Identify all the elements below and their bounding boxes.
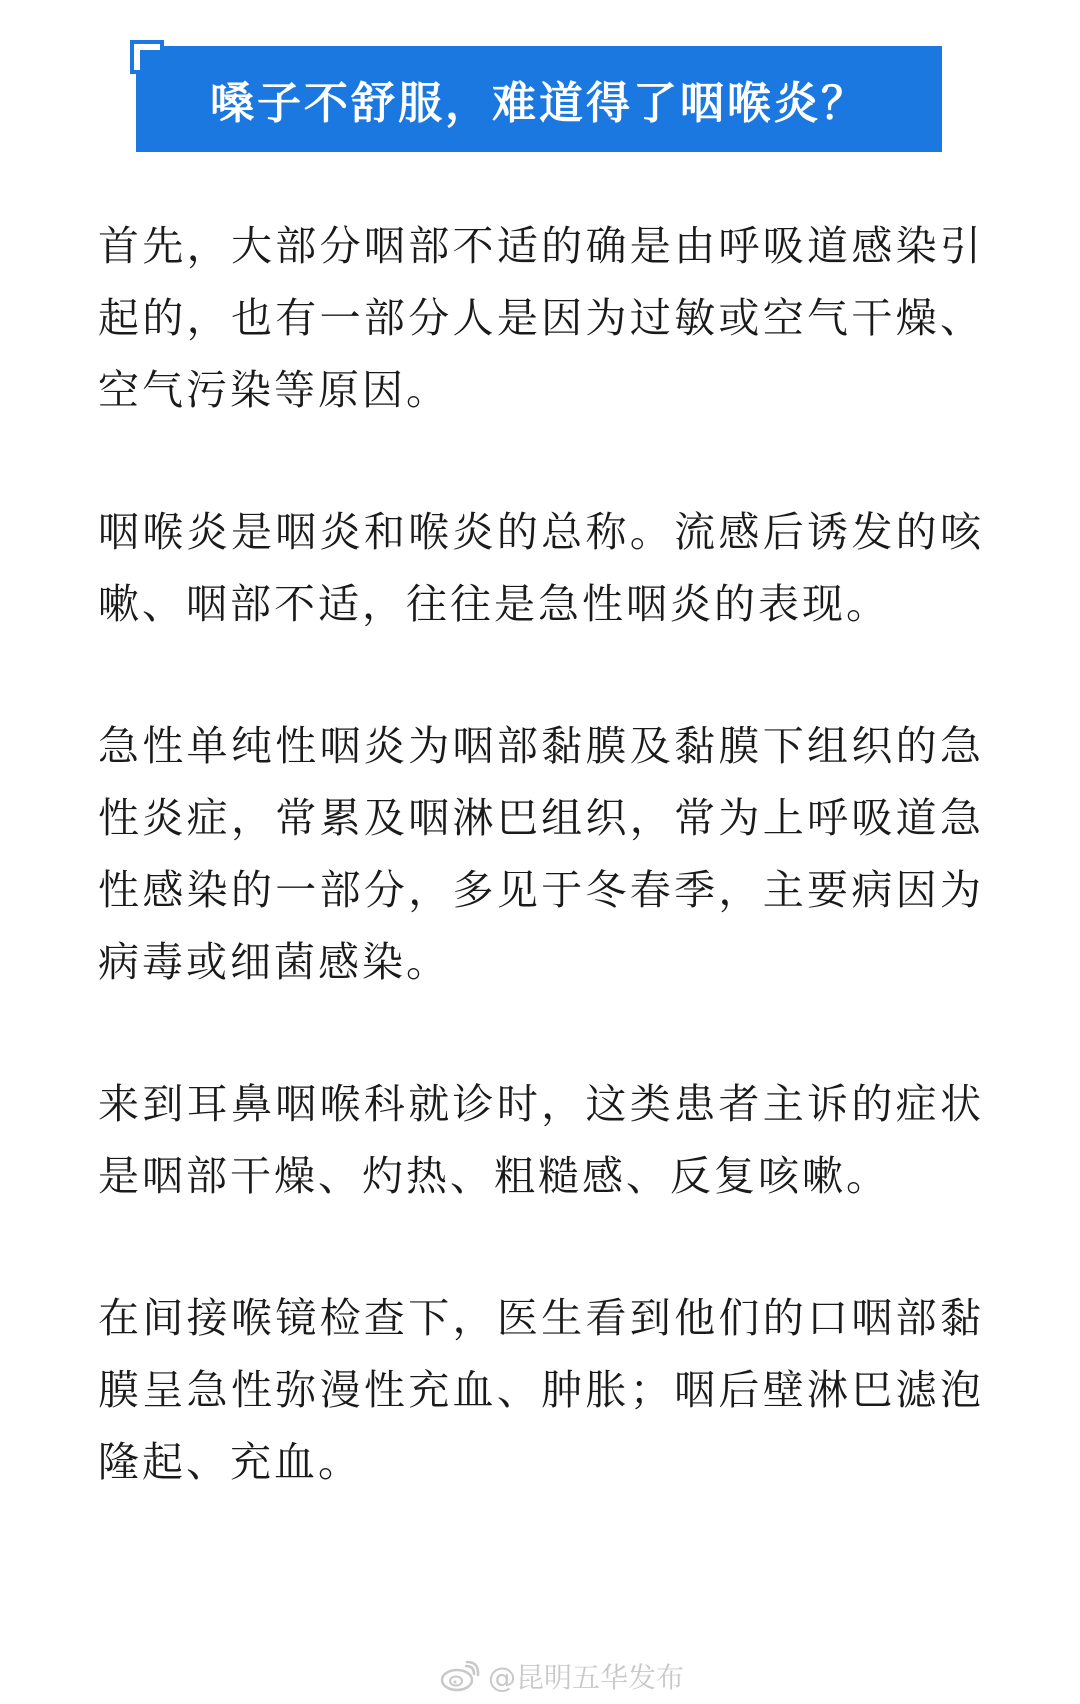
watermark: [440, 1654, 684, 1698]
corner-decoration-fill: [140, 50, 164, 74]
paragraph-4: 来到耳鼻咽喉科就诊时，这类患者主诉的症状是咽部干燥、灼热、粗糙感、反复咳嗽。: [98, 1080, 984, 1200]
corner-decoration: [130, 40, 164, 74]
paragraph-3: 急性单纯性咽炎为咽部黏膜及黏膜下组织的急性炎症，常累及咽淋巴组织，常为上呼吸道急性感染的一部分，多见于冬春季，主要病因为病毒或细菌感染。: [98, 722, 984, 986]
paragraph-2: 咽喉炎是咽炎和喉炎的总称。流感后诱发的咳嗽、咽部不适，往往是急性咽炎的表现。: [98, 508, 984, 628]
paragraph-1: 首先，大部分咽部不适的确是由呼吸道感染引起的，也有一部分人是因为过敏或空气干燥、空气污染等原因。: [98, 222, 984, 414]
watermark-text: @昆明五华发布: [488, 1661, 685, 1694]
weibo-icon: [440, 1660, 480, 1692]
article-body: [98, 210, 984, 1568]
paragraph-5: 在间接喉镜检查下，医生看到他们的口咽部黏膜呈急性弥漫性充血、肿胀；咽后壁淋巴滤泡隆起、充血。: [98, 1294, 984, 1486]
page-title: 嗓子不舒服，难道得了咽喉炎？: [210, 78, 868, 129]
title-banner: [136, 46, 942, 152]
